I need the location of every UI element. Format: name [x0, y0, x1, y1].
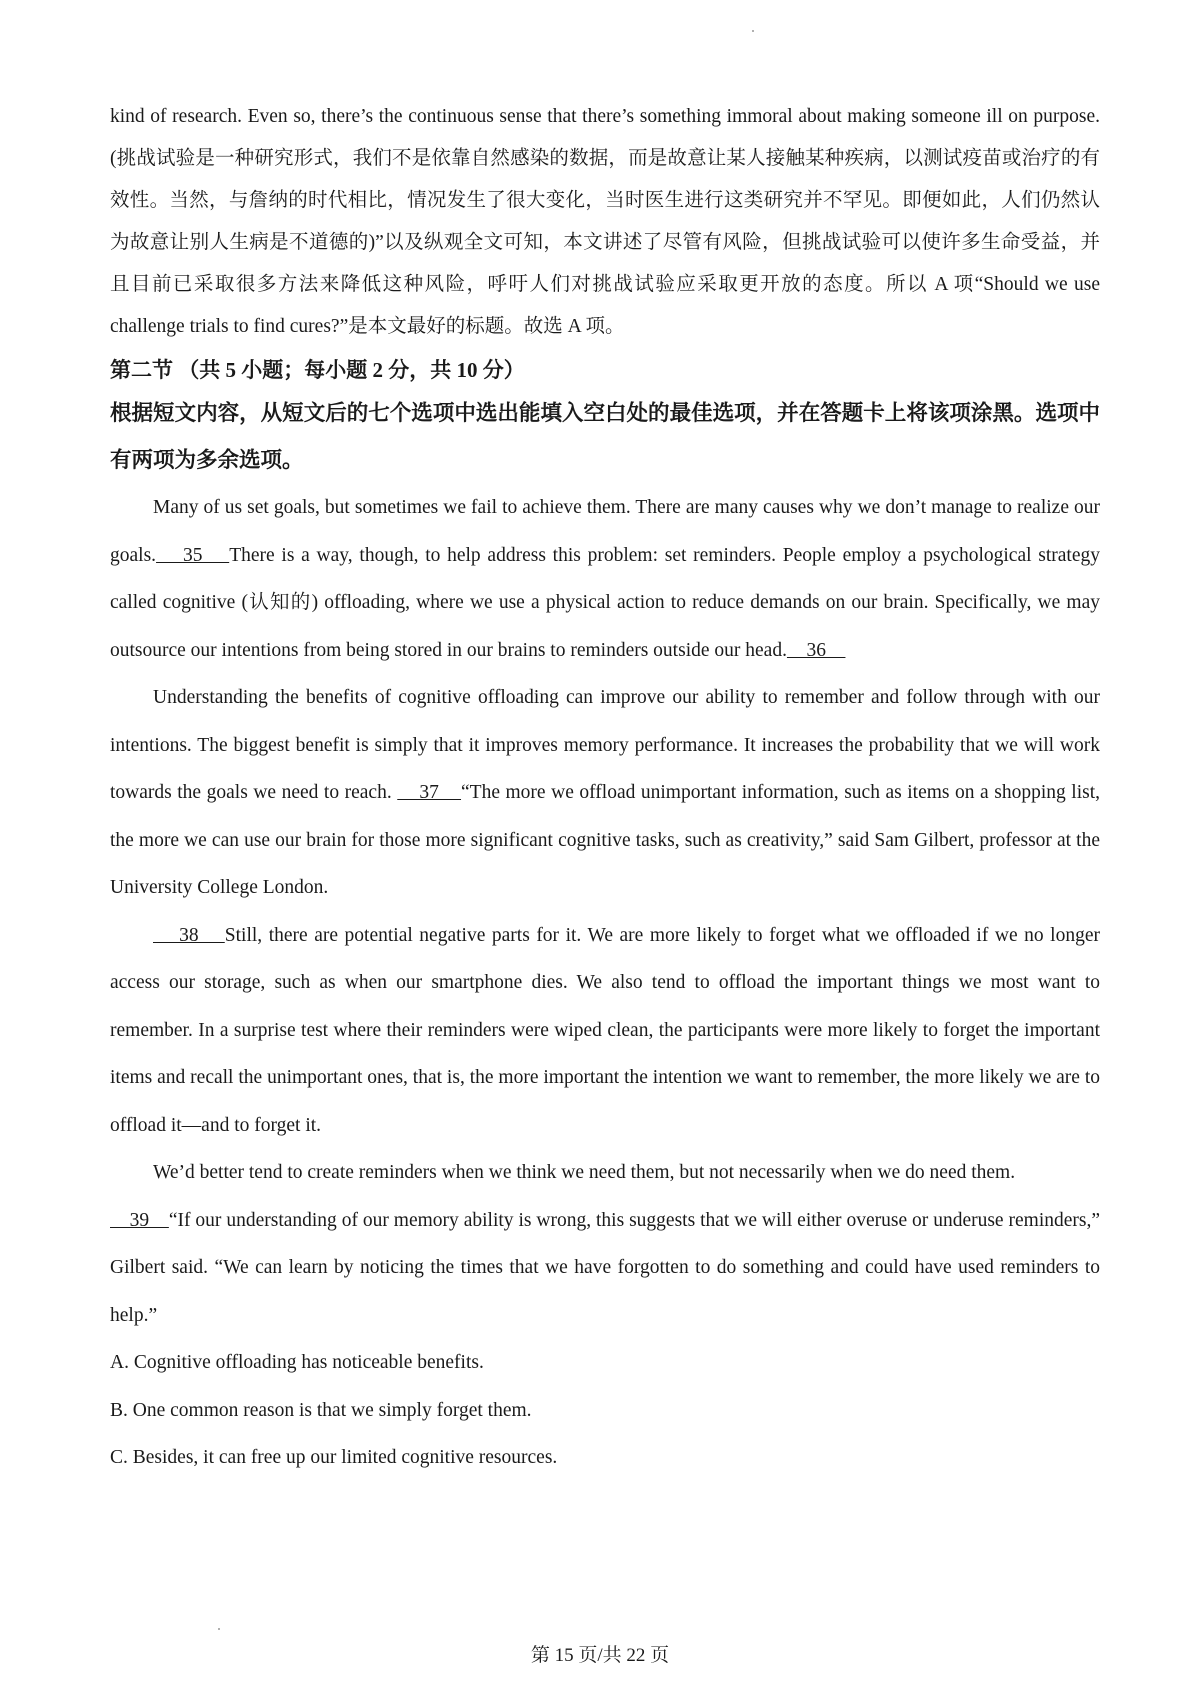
paragraph-text: Many of us set goals, but sometimes we fail to achieve them. There are many causes why we don’t manage to realize our goals.: [110, 497, 1100, 566]
blank-38: 38: [153, 924, 225, 946]
option-a: A. Cognitive offloading has noticeable benefits.: [110, 1352, 484, 1373]
section-title: 第二节 （共 5 小题；每小题 2 分，共 10 分）: [110, 358, 525, 382]
passage-paragraph-4: We’d better tend to create reminders when we think we need them, but not necessarily when we do need them.: [153, 1162, 1016, 1183]
passage-paragraph-3: [110, 912, 1100, 1150]
page-content: [110, 96, 1100, 1482]
paragraph-text: “The more we offload unimportant information, such as items on a shopping list, the more we can use our brain for those more significant cognitive tasks, such as creativity,” said Sam Gilbert, professor at the University College London.: [110, 782, 1101, 898]
scan-speck: [218, 1628, 220, 1630]
passage-paragraph-2: [110, 674, 1100, 912]
paragraph-text: Understanding the benefits of cognitive offloading can improve our ability to remember and follow through with our intentions. The biggest benefit is simply that it improves memory performance. It increases the probability that we will work towards the goals we need to reach.: [110, 687, 1100, 803]
page-number: 第 15 页/共 22 页: [530, 1645, 670, 1666]
blank-35: 35: [156, 544, 230, 566]
paragraph-text: “If our understanding of our memory ability is wrong, this suggests that we will either overuse or underuse reminders,” Gilbert said. “We can learn by noticing the times that we have forgotten to do something and could have used reminders to help.”: [110, 1209, 1101, 1326]
paragraph-text: There is a way, though, to help address this problem: set reminders. People employ a psychological strategy called cognitive (认知的) offloading, where we use a physical action to reduce demands on our brain. Specifically, we may outsource our intentions from being stored in our brains to reminders outside our head.: [110, 544, 1100, 661]
option-b: B. One common reason is that we simply forget them.: [110, 1399, 532, 1421]
section-instruction: 根据短文内容，从短文后的七个选项中选出能填入空白处的最佳选项，并在答题卡上将该项涂黑。选项中有两项为多余选项。: [110, 401, 1100, 472]
blank-36: 36: [786, 639, 846, 661]
option-c: C. Besides, it can free up our limited cognitive resources.: [110, 1447, 558, 1468]
blank-39: 39: [110, 1209, 169, 1231]
scan-speck: [752, 30, 754, 32]
passage-paragraph-1: [110, 484, 1100, 674]
blank-37: 37: [397, 782, 462, 803]
passage-paragraph-5: [110, 1197, 1100, 1340]
answer-explanation: kind of research. Even so, there’s the continuous sense that there’s something immoral about making someone ill on purpose.(挑战试验是一种研究形式，我们不是依靠自然感染的数据，而是故意让某人接触某种疾病，以测试疫苗或治疗的有效性。当然，与詹纳的时代相比，情况发生了很大变化，当时医生进行这类研究并不罕见。即便如此，人们仍然认为故意让别人生病是不道德的)”以及纵观全文可知，本文讲述了尽管有风险，但挑战试验可以使许多生命受益，并且目前已采取很多方法来降低这种风险，呼吁人们对挑战试验应采取更开放的态度。所以 A 项“Should we use challenge trials to find cures?”是本文最好的标题。故选 A 项。: [110, 106, 1100, 337]
paragraph-text: Still, there are potential negative parts for it. We are more likely to forget what we offloaded if we no longer access our storage, such as when our smartphone dies. We also tend to offload the important things we most want to remember. In a surprise test where their reminders were wiped clean, the participants were more likely to forget the important items and recall the unimportant ones, that is, the more important the intention we want to remember, the more likely we are to offload it—and to forget it.: [110, 924, 1100, 1136]
